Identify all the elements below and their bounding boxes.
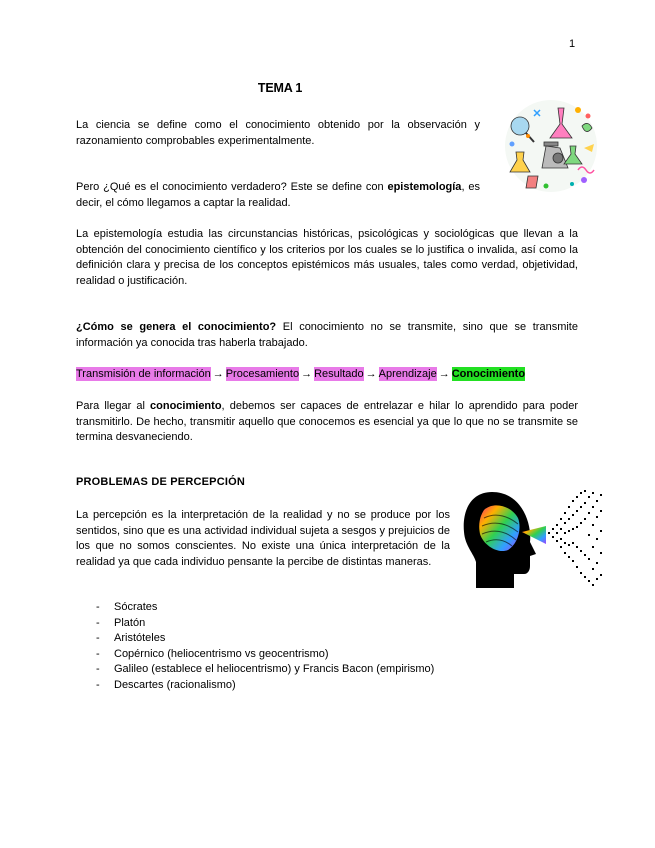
philosophers-list — [76, 600, 434, 694]
knowledge-answer: El conocimiento no se transmite, sino que se transmite información ya conocida tras haberla trabajado. — [76, 321, 578, 349]
intro-paragraph-2-tail: , es decir, el cómo llegamos a captar la realidad. — [76, 181, 480, 209]
flow-arrow: → — [301, 368, 313, 380]
flow-step-learning: Aprendizaje — [378, 368, 437, 380]
intro-paragraph-2 — [76, 180, 480, 211]
list-item: - Aristóteles — [76, 631, 434, 647]
flow-arrow: → — [365, 368, 377, 380]
knowledge-paragraph-tail: , debemos ser capaces de entrelazar e hilar lo aprendido para poder transmitirlo. De hecho, transmitir aquello que conocemos es esencial ya que lo que no se transmite se termina desvaneciendo. — [76, 400, 578, 443]
perception-heading: PROBLEMAS DE PERCEPCIÓN — [76, 476, 246, 488]
epistemology-term: epistemología — [387, 181, 462, 193]
knowledge-question: ¿Cómo se genera el conocimiento? — [76, 321, 277, 333]
flow-arrow: → — [438, 368, 450, 380]
knowledge-paragraph-text: Para llegar al — [76, 400, 151, 412]
page-title: TEMA 1 — [257, 81, 303, 95]
perception-paragraph: La percepción es la interpretación de la realidad y no se produce por los sentidos, sino que es una actividad individual sujeta a sesgos y prejuicios de los que no somos conscientes. No existe una única interpretación de la realidad ya que cada individuo pensante la percibe de distintas maneras. — [76, 509, 450, 568]
intro-paragraph-2-text: Pero ¿Qué es el conocimiento verdadero? Este se define con — [76, 181, 388, 193]
flow-step-processing: Procesamiento — [225, 368, 300, 380]
knowledge-term: conocimiento — [150, 400, 222, 412]
list-item: - Sócrates — [76, 600, 434, 616]
flow-step-result: Resultado — [314, 368, 364, 380]
knowledge-paragraph — [76, 399, 578, 446]
list-item: - Galileo (establece el heliocentrismo) y Francis Bacon (empirismo) — [76, 662, 434, 678]
head-perception-icon — [462, 488, 606, 592]
flow-step-knowledge: Conocimiento — [451, 368, 526, 380]
knowledge-flow — [76, 367, 525, 382]
list-item: - Platón — [76, 616, 434, 632]
page-number: 1 — [569, 38, 576, 50]
intro-paragraph-3: La epistemología estudia las circunstancias históricas, psicológicas y sociológicas que llevan a la obtención del conocimiento científico y los criterios por los cuales se lo justifica o invalida, así como la definición clara y precisa de los conceptos epistémicos más usuales, tales como verdad, objetividad, realidad o justificación. — [76, 228, 578, 287]
list-item: - Descartes (racionalismo) — [76, 678, 434, 694]
knowledge-question-paragraph — [76, 320, 578, 351]
intro-paragraph-1: La ciencia se define como el conocimiento obtenido por la observación y razonamiento comprobables experimentalmente. — [76, 119, 480, 147]
flow-step-transmission: Transmisión de información — [76, 368, 211, 380]
list-item: - Copérnico (heliocentrismo vs geocentrismo) — [76, 647, 434, 663]
flow-arrow: → — [212, 368, 224, 380]
science-collage-icon — [498, 96, 604, 196]
